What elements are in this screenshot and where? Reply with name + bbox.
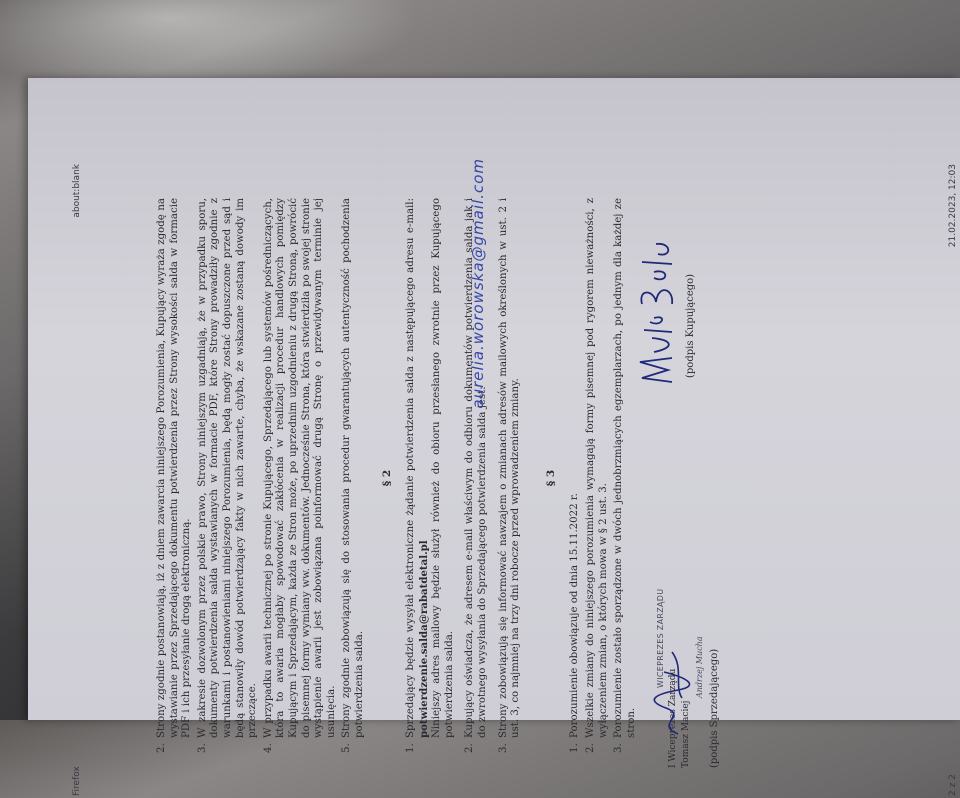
section3-item: 3. Porozumienie zostało sporządzone w dwóch jednobrzmiących egzemplarzach, po jednym dla każdej ze stron. [613,198,638,740]
page-url: about:blank [72,164,82,218]
section2-item1-text: Sprzedający będzie wysyłał elektroniczne żądanie potwierdzenia salda z następującego adresu e-mail: [405,198,417,738]
table-surface-glare [0,0,420,90]
buyer-email-handwritten: aurelia.worowska@gmail.com [469,158,488,409]
section1-item: 5. Strony zgodnie zobowiązują się do stosowania procedur gwarantujących autentyczność pochodzenia potwierdzenia salda. [341,198,366,740]
section2-item1-tail: Niniejszy adres mailowy będzie służył również do obioru przesłanego zwrotnie przez Kupującego potwierdzenia salda. [431,198,455,738]
section3-item: 2. Wszelkie zmiany do niniejszego porozumienia wymagają formy pisemnej pod rygorem nieważności, z wyłączeniem zmian, o których mowa w § 2 ust. 3. [585,198,610,740]
print-header [72,158,86,798]
print-footer [948,158,960,798]
printed-sheet [28,78,960,796]
section2-item2-text: Kupujący oświadcza, że adresem e-mail właściwym do odbioru dokumentów potwierdzenia salda jak i do zwrotnego wysyłania do Sprzedającego potwierdzenia salda jest: [464,198,489,738]
seller-caption: (podpis Sprzedającego) [709,648,721,768]
section3-list [569,198,638,758]
section1-item: 4. W przypadku awarii technicznej po stronie Kupującego, Sprzedającego lub systemów pośredniczących, która to awaria mogłaby spowodować zakłócenia w realizacji procedur handlowych pomiędzy Kupującym i Sprzedającym, każda ze Stron może, po uprzednim uzgodnieniu z drugą Stroną, powrócić do pisemnej formy wymiany ww. dokumentów. Jednocześnie Strona, która stwierdziła po swojej stronie wystąpienie awarii jest zobowiązana poinformować drugą Stronę o przewidywanym terminie jej usunięcia. [263,198,339,740]
print-datetime: 21.02.2023, 12:03 [948,164,958,248]
page-number: 2 z 2 [948,774,958,796]
section1-list [156,198,367,758]
seller-stamp-title: WICEPREZES ZARZĄDU [656,588,666,688]
section2-item-1 [405,198,456,740]
browser-name: Firefox [72,766,82,796]
buyer-signature-block [654,178,697,378]
seller-email: potwierdzenie.salda@rabatdetal.pl [417,540,430,738]
signature-area [654,198,794,768]
section2-item-3 [498,198,523,740]
section2-item3-text: Strony zobowiązują się informować nawzajem o zmianach adresów mailowych określonych w ust. 2 i ust. 3, co najmniej na trzy dni robocze przed wprowadzeniem zmiany. [497,198,522,738]
seller-stamp-name: Andrzej Mucha [695,636,705,698]
section-2-heading: § 2 [380,469,393,487]
seller-printed-name: Tomasz Maciej [681,700,692,768]
section2-item-2 [464,158,489,740]
section1-item: 3. W zakresie dozwolonym przez polskie prawo, Strony niniejszym uzgadniają, że w przypadku sporu, dokumenty potwierdzenia salda wystawianych w formacie PDF, które Strony prowadziły zgodnie z warunkami i postanowieniami niniejszego Porozumienia, będą mogły zostać dopuszczone przed sąd i będą stanowiły dowód potwierdzający fakty w nich zawarte, chyba, że wskazane zostaną dowody im przeczące. [197,198,260,740]
buyer-signature-scribble [632,238,688,388]
document-page [72,158,958,798]
document-body [156,158,794,768]
buyer-caption: (podpis Kupującego) [685,273,697,378]
section2-list [405,158,523,758]
seller-signature-block [654,568,721,768]
seller-signature-scribble [648,628,694,738]
section1-item: 2. Strony zgodnie postanowiają, iż z dniem zawarcia niniejszego Porozumienia, Kupujący wyraża zgodę na wystawianie przez Sprzedającego dokumentu potwierdzenia przez Strony wysokości salda w formacie PDF i ich przesyłanie drogą elektroniczną. [156,198,194,740]
seller-role: I Wiceprezes Zarządu [668,668,679,768]
section3-item: 1. Porozumienie obowiązuje od dnia 15.11.2022 r. [569,198,582,740]
section-3-heading: § 3 [544,469,557,487]
